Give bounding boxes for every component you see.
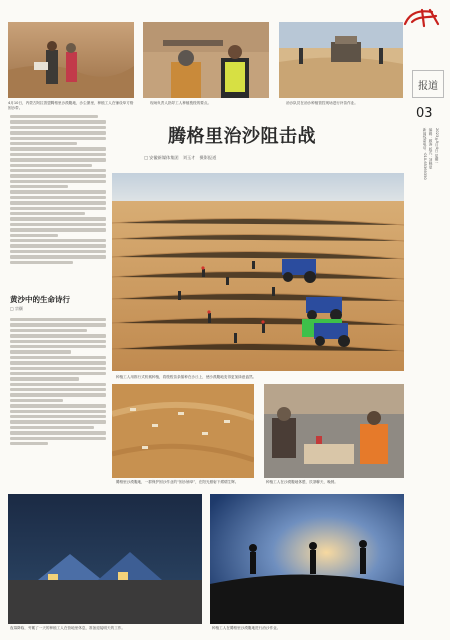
caption-bottom-right: 种植工人在腾格里沙漠腹地进行治沙作业。 bbox=[212, 626, 281, 630]
essay-text bbox=[10, 316, 106, 476]
page-title: 腾格里治沙阻击战 bbox=[168, 126, 316, 147]
essay-author: □ 宗颐 bbox=[10, 306, 24, 311]
section-label bbox=[412, 70, 444, 98]
photo-sand-tracks bbox=[112, 384, 254, 478]
caption-top-left: 4月10日，内蒙古阿拉善盟腾格里沙漠腹地，沙尘暴里，种植工人在铺设草方格固沙带。 bbox=[8, 101, 134, 110]
caption-top-mid: 现场负责人指导工人种植梭梭的要点。 bbox=[150, 101, 212, 105]
section-text: 报道 bbox=[418, 80, 438, 92]
side-note-2: 编辑：顾涛 版式：刘晓蒙 bbox=[429, 128, 433, 169]
photo-supervisor bbox=[143, 22, 269, 98]
logo-art bbox=[402, 6, 446, 28]
essay-title: 黄沙中的生命诗行 bbox=[10, 295, 70, 304]
photo-sandstorm-workers bbox=[8, 22, 134, 98]
page-number: 03 bbox=[416, 106, 433, 121]
caption-main: 种植工人用推行式机械种植，将梭梭苗条插种在沙丘上，使沙漠腹地变得更加绿意盎然。 bbox=[116, 375, 257, 379]
caption-mid-left: 腾格里沙漠腹地，一群保护固沙作业的“固沙铺草”，在阳光照射下熠熠生辉。 bbox=[116, 480, 239, 484]
lead-article-text bbox=[10, 113, 106, 291]
photo-main-desert-planting bbox=[112, 173, 404, 371]
side-note-3: 新闻线索电话：010-65369350 bbox=[423, 128, 427, 180]
caption-top-right: 治沙队员在治沙种植管控现场进行补苗作业。 bbox=[286, 101, 358, 105]
side-note-1: 2023年9月4日 星期一 bbox=[435, 128, 439, 165]
masthead-logo bbox=[402, 6, 446, 28]
photo-tractor bbox=[279, 22, 403, 98]
byline: □ 安徽新媒体集团 刘玉才 摄影报道 bbox=[144, 155, 217, 160]
caption-mid-right: 种植工人在沙漠腹地休憩，饮茶聊天，晚餐。 bbox=[266, 480, 338, 484]
photo-sunset-workers bbox=[210, 494, 404, 624]
caption-bottom-left: 夜幕降临，劳累了一天的种植工人在营地里休息，准备迎接明天的工作。 bbox=[10, 626, 125, 630]
photo-night-camp bbox=[8, 494, 202, 624]
photo-workers-resting bbox=[264, 384, 404, 478]
